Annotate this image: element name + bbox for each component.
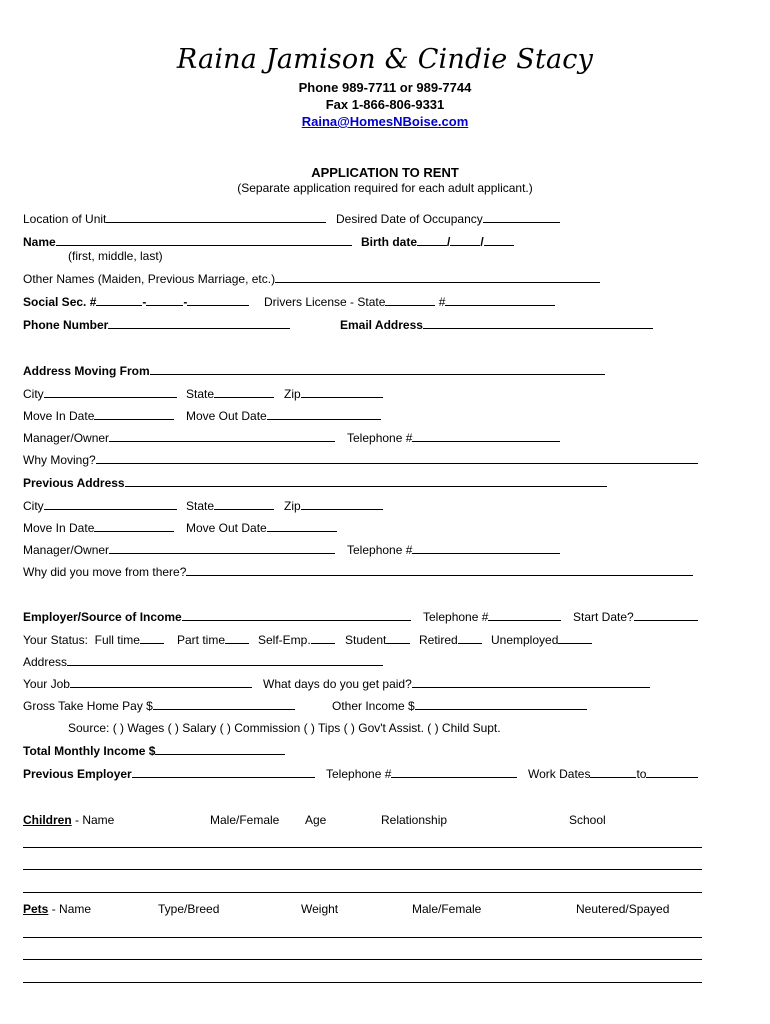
other-names-label: Other Names (Maiden, Previous Marriage, etc.) [23, 272, 276, 286]
zip-field[interactable] [301, 385, 383, 398]
pets-row-3[interactable] [23, 982, 702, 983]
phone-number-field[interactable] [108, 316, 290, 329]
pets-title: Pets [23, 902, 49, 916]
unemployed-label: Unemployed [491, 633, 559, 647]
desired-date-label: Desired Date of Occupancy [336, 212, 483, 226]
children-row-2[interactable] [23, 869, 702, 870]
full-time-field[interactable] [140, 631, 164, 644]
start-date-field[interactable] [634, 608, 698, 621]
address-from-field[interactable] [150, 362, 605, 375]
children-relationship-header: Relationship [381, 813, 448, 827]
children-row-3[interactable] [23, 892, 702, 893]
to-label: to [636, 767, 647, 781]
prev-state-field[interactable] [214, 497, 274, 510]
employer-field[interactable] [182, 608, 411, 621]
name-hint: (first, middle, last) [68, 249, 163, 263]
location-label: Location of Unit [23, 212, 107, 226]
telephone-label: Telephone # [347, 431, 413, 445]
birth-day-field[interactable] [450, 233, 480, 246]
why-moving-field[interactable] [96, 451, 698, 464]
move-in-label: Move In Date [23, 409, 95, 423]
work-dates-to-field[interactable] [646, 765, 698, 778]
prev-move-out-field[interactable] [267, 519, 337, 532]
prev-employer-telephone-label: Telephone # [326, 767, 392, 781]
move-in-field[interactable] [94, 407, 174, 420]
drivers-license-label: Drivers License - State [264, 295, 386, 309]
location-field[interactable] [106, 210, 326, 223]
children-title: Children [23, 813, 72, 827]
total-income-label: Total Monthly Income $ [23, 744, 156, 758]
email-address-field[interactable] [423, 316, 653, 329]
birth-year-field[interactable] [484, 233, 514, 246]
pets-name-header: - Name [48, 902, 92, 916]
telephone-field[interactable] [412, 429, 560, 442]
prev-city-label: City [23, 499, 44, 513]
name-label: Name [23, 235, 56, 249]
name-field[interactable] [56, 233, 352, 246]
desired-date-field[interactable] [483, 210, 560, 223]
why-moved-label: Why did you move from there? [23, 565, 187, 579]
other-income-label: Other Income $ [332, 699, 415, 713]
pets-row-2[interactable] [23, 959, 702, 960]
manager-label: Manager/Owner [23, 431, 110, 445]
city-field[interactable] [44, 385, 177, 398]
why-moving-label: Why Moving? [23, 453, 96, 467]
employer-telephone-field[interactable] [488, 608, 561, 621]
work-dates-label: Work Dates [528, 767, 591, 781]
employer-address-field[interactable] [67, 653, 383, 666]
gross-pay-label: Gross Take Home Pay $ [23, 699, 153, 713]
total-income-field[interactable] [155, 742, 285, 755]
pay-days-field[interactable] [412, 675, 650, 688]
ssn-part2-field[interactable] [146, 293, 183, 306]
birth-month-field[interactable] [417, 233, 447, 246]
pets-type-header: Type/Breed [158, 902, 220, 916]
move-out-field[interactable] [267, 407, 381, 420]
prev-telephone-label: Telephone # [347, 543, 413, 557]
previous-employer-field[interactable] [132, 765, 315, 778]
ssn-label: Social Sec. # [23, 295, 97, 309]
unemployed-field[interactable] [558, 631, 592, 644]
form-subtitle: (Separate application required for each adult applicant.) [237, 181, 533, 195]
email-address-label: Email Address [340, 318, 423, 332]
your-job-label: Your Job [23, 677, 70, 691]
ssn-part1-field[interactable] [96, 293, 142, 306]
prev-city-field[interactable] [44, 497, 177, 510]
move-out-label: Move Out Date [186, 409, 267, 423]
student-field[interactable] [386, 631, 410, 644]
manager-field[interactable] [109, 429, 335, 442]
children-school-header: School [569, 813, 606, 827]
ssn-part3-field[interactable] [187, 293, 249, 306]
children-name-header: - Name [71, 813, 115, 827]
start-date-label: Start Date? [573, 610, 634, 624]
phone-number-label: Phone Number [23, 318, 109, 332]
employer-telephone-label: Telephone # [423, 610, 489, 624]
zip-label: Zip [284, 387, 301, 401]
retired-field[interactable] [458, 631, 482, 644]
birth-date-label: Birth date [361, 235, 418, 249]
prev-move-in-label: Move In Date [23, 521, 95, 535]
email-link[interactable]: Raina@HomesNBoise.com [301, 114, 469, 129]
full-time-label: Full time [94, 633, 140, 647]
form-title: APPLICATION TO RENT [311, 165, 459, 180]
pets-row-1[interactable] [23, 937, 702, 938]
employer-label: Employer/Source of Income [23, 610, 182, 624]
self-emp-label: Self-Emp. [258, 633, 311, 647]
pets-neutered-header: Neutered/Spayed [576, 902, 670, 916]
prev-manager-label: Manager/Owner [23, 543, 110, 557]
why-moved-field[interactable] [186, 563, 693, 576]
children-gender-header: Male/Female [210, 813, 280, 827]
status-label: Your Status: [23, 633, 88, 647]
prev-state-label: State [186, 499, 215, 513]
pay-days-label: What days do you get paid? [263, 677, 412, 691]
previous-employer-label: Previous Employer [23, 767, 132, 781]
state-field[interactable] [214, 385, 274, 398]
city-label: City [23, 387, 44, 401]
income-source-options[interactable]: Source: ( ) Wages ( ) Salary ( ) Commission ( ) Tips ( ) Gov't Assist. ( ) Child Supt. [68, 721, 501, 735]
agent-names: Raina Jamison & Cindie Stacy [176, 44, 594, 75]
children-row-1[interactable] [23, 847, 702, 848]
address-from-label: Address Moving From [23, 364, 150, 378]
other-names-field[interactable] [275, 270, 600, 283]
prev-move-out-label: Move Out Date [186, 521, 267, 535]
student-label: Student [345, 633, 387, 647]
previous-address-field[interactable] [125, 474, 607, 487]
prev-manager-field[interactable] [109, 541, 335, 554]
other-income-field[interactable] [415, 697, 587, 710]
pets-weight-header: Weight [301, 902, 339, 916]
prev-move-in-field[interactable] [94, 519, 174, 532]
dl-number-label: # [438, 295, 446, 309]
dl-number-field[interactable] [445, 293, 555, 306]
gross-pay-field[interactable] [153, 697, 295, 710]
dl-state-field[interactable] [385, 293, 435, 306]
your-job-field[interactable] [70, 675, 252, 688]
part-time-label: Part time [177, 633, 226, 647]
employer-address-label: Address [23, 655, 68, 669]
state-label: State [186, 387, 215, 401]
children-age-header: Age [305, 813, 327, 827]
phone-numbers: Phone 989-7711 or 989-7744 [298, 80, 472, 95]
prev-zip-field[interactable] [301, 497, 383, 510]
previous-address-label: Previous Address [23, 476, 125, 490]
prev-employer-telephone-field[interactable] [391, 765, 517, 778]
fax-number: Fax 1-866-806-9331 [325, 97, 445, 112]
prev-telephone-field[interactable] [412, 541, 560, 554]
self-emp-field[interactable] [311, 631, 335, 644]
pets-gender-header: Male/Female [412, 902, 482, 916]
prev-zip-label: Zip [284, 499, 301, 513]
part-time-field[interactable] [225, 631, 249, 644]
work-dates-from-field[interactable] [590, 765, 636, 778]
retired-label: Retired [419, 633, 458, 647]
